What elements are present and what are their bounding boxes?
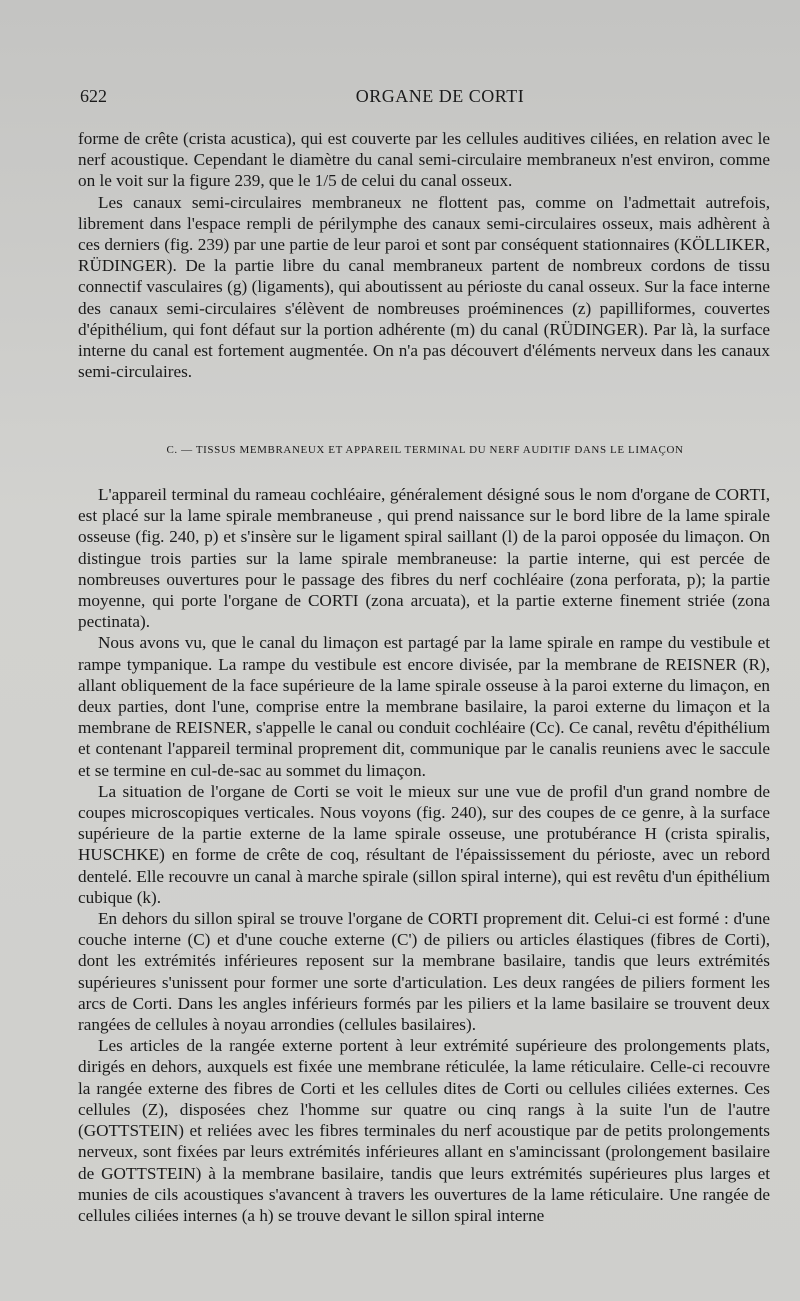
- text-block-top: [78, 128, 770, 382]
- paragraph: En dehors du sillon spiral se trouve l'organe de CORTI proprement dit. Celui-ci est formé : d'une couche interne (C) et d'une couche externe (C') de piliers ou articles élastiques (fibres de Corti), dont les extrémités inférieures reposent sur la membrane basilaire, tandis que leurs extrémités supérieures s'unissent pour former une sorte d'articulation. Les deux rangées de piliers forment les arcs de Corti. Dans les angles inférieurs formés par les piliers et la lame basilaire se trouvent deux rangées de cellules à noyau arrondies (cellules basilaires).: [78, 909, 770, 1035]
- page-header: [80, 86, 770, 112]
- text-block-bottom: [78, 484, 770, 1226]
- paragraph: forme de crête (crista acustica), qui est couverte par les cellules auditives ciliées, en relation avec le nerf acoustique. Cependant le diamètre du canal semi-circulaire membraneux n'est environ, comme on le voit sur la figure 239, que le 1/5 de celui du canal osseux.: [78, 129, 770, 191]
- paragraph: Les articles de la rangée externe portent à leur extrémité supérieure des prolongements plats, dirigés en dehors, auxquels est fixée une membrane réticulée, la lame réticulaire. Celle-ci recouvre la rangée externe des fibres de Corti et les cellules dites de Corti ou cellules ciliées externes. Ces cellules (Z), disposées chez l'homme sur quatre ou cinq rangs à la suite l'un de l'autre (GOTTSTEIN) et reliées avec les fibres terminales du nerf acoustique par de petits prolongements nerveux, sont fixées par leurs extrémités inférieures allant en s'amincissant (prolongement basilaire de GOTTSTEIN) à la membrane basilaire, tandis que leurs extrémités supérieures plus larges et munies de cils acoustiques s'avancent à travers les ouvertures de la lame réticulaire. Une rangée de cellules ciliées internes (a h) se trouve devant le sillon spiral interne: [78, 1036, 770, 1225]
- page-number: 622: [80, 86, 107, 106]
- paragraph: Les canaux semi-circulaires membraneux ne flottent pas, comme on l'admettait autrefois, librement dans l'espace rempli de périlymphe des canaux semi-circulaires osseux, mais adhèrent à ces derniers (fig. 239) par une partie de leur paroi et sont par conséquent stationnaires (KÖLLIKER, RÜDINGER). De la partie libre du canal membraneux partent de nombreux cordons de tissu connectif vasculaires (g) (ligaments), qui aboutissent au périoste du canal osseux. Sur la face interne des canaux semi-circulaires s'élèvent de nombreuses proéminences (z) papilliformes, couvertes d'épithélium, qui font défaut sur la portion adhérente (m) du canal (RÜDINGER). Par là, la surface interne du canal est fortement augmentée. On n'a pas découvert d'éléments nerveux dans les canaux semi-circulaires.: [78, 192, 770, 382]
- paragraph: L'appareil terminal du rameau cochléaire, généralement désigné sous le nom d'organe de CORTI, est placé sur la lame spirale membraneuse , qui prend naissance sur le bord libre de la lame spirale osseuse (fig. 240, p) et s'insère sur le ligament spiral saillant (l) de la paroi opposée du limaçon. On distingue trois parties sur la lame spirale membraneuse: la partie interne, qui est percée de nombreuses ouvertures pour le passage des fibres du nerf cochléaire (zona perforata, p); la partie moyenne, qui porte l'organe de CORTI (zona arcuata), et la partie externe finement striée (zona pectinata).: [78, 485, 770, 632]
- paragraph: La situation de l'organe de Corti se voit le mieux sur une vue de profil d'un grand nombre de coupes microscopiques verticales. Nous voyons (fig. 240), sur des coupes de ce genre, à la surface supérieure de la partie externe de la lame spirale osseuse, une protubérance H (crista spiralis, HUSCHKE) en forme de crête de coq, résultant de l'épaississement du périoste, avec un rebord dentelé. Elle recouvre un canal à marche spirale (sillon spiral interne), qui est revêtu d'un épithélium cubique (k).: [78, 781, 770, 907]
- paragraph: Nous avons vu, que le canal du limaçon est partagé par la lame spirale en rampe du vestibule et rampe tympanique. La rampe du vestibule est encore divisée, par la membrane de REISNER (R), allant obliquement de la face supérieure de la lame spirale osseuse à la paroi externe du limaçon, en deux parties, dont l'une, comprise entre la membrane basilaire, la paroi externe du limaçon et la membrane de REISNER, s'appelle le canal ou conduit cochléaire (Cc). Ce canal, revêtu d'épithélium et contenant l'appareil terminal proprement dit, communique par le canalis reuniens avec le saccule et se termine en cul-de-sac au sommet du limaçon.: [78, 633, 770, 780]
- section-heading: C. — TISSUS MEMBRANEUX ET APPAREIL TERMINAL DU NERF AUDITIF DANS LE LIMAÇON: [166, 444, 684, 456]
- running-title: ORGANE DE CORTI: [355, 86, 525, 106]
